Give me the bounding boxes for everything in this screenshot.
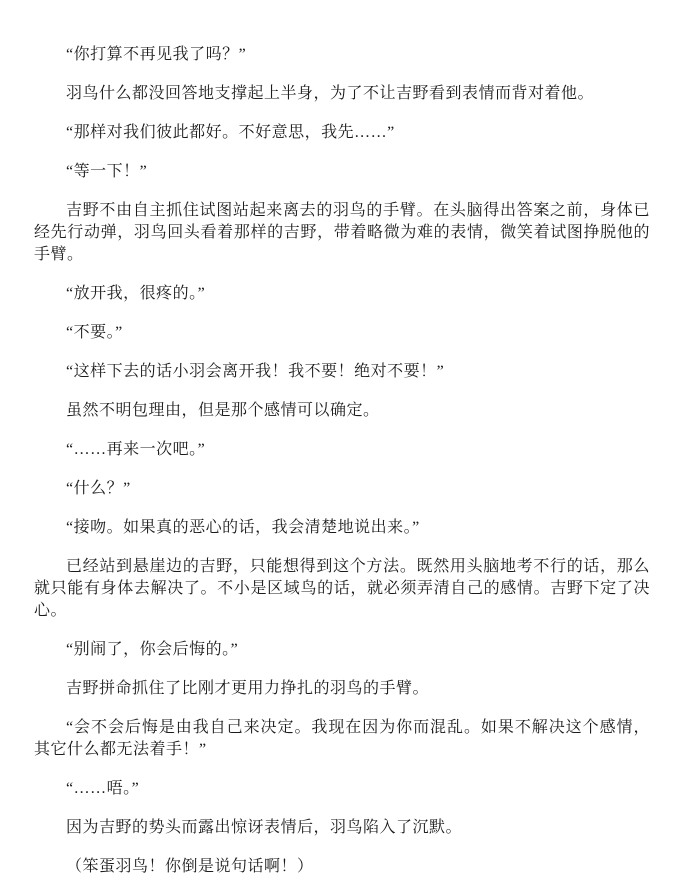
paragraph: “……唔。” bbox=[66, 780, 140, 797]
paragraph: “不要。” bbox=[66, 324, 123, 341]
paragraph: 已经站到悬崖边的吉野，只能想得到这个方法。既然用头脑地考不行的话，那么就只能有身体去解决了。不小是区域鸟的话，就必须弄清自己的感情。吉野下定了决心。 bbox=[34, 558, 650, 619]
paragraph: 虽然不明包理由，但是那个感情可以确定。 bbox=[66, 402, 380, 419]
paragraph: （笨蛋羽鸟！你倒是说句话啊！） bbox=[66, 858, 314, 875]
paragraph: “接吻。如果真的恶心的话，我会清楚地说出来。” bbox=[66, 519, 420, 536]
paragraph: 羽鸟什么都没回答地支撑起上半身，为了不让吉野看到表情而背对着他。 bbox=[66, 85, 595, 102]
paragraph: “……再来一次吧。” bbox=[66, 441, 206, 458]
paragraph: “那样对我们彼此都好。不好意思，我先……” bbox=[66, 124, 395, 141]
paragraph: 吉野不由自主抓住试图站起来离去的羽鸟的手臂。在头脑得出答案之前，身体已经先行动弹，羽鸟回头看着那样的吉野，带着略微为难的表情，微笑着试图挣脱他的手臂。 bbox=[34, 202, 650, 263]
paragraph: “这样下去的话小羽会离开我！我不要！绝对不要！” bbox=[66, 363, 445, 380]
paragraph: “等一下！” bbox=[66, 163, 148, 180]
paragraph: “放开我，很疼的。” bbox=[66, 285, 206, 302]
paragraph: “别闹了，你会后悔的。” bbox=[66, 641, 239, 658]
paragraph: “会不会后悔是由我自己来决定。我现在因为你而混乱。如果不解决这个感情，其它什么都无法着手！” bbox=[34, 719, 650, 758]
paragraph: “你打算不再见我了吗？” bbox=[66, 46, 247, 63]
paragraph: 因为吉野的势头而露出惊讶表情后，羽鸟陷入了沉默。 bbox=[66, 819, 463, 836]
paragraph: 吉野拼命抓住了比刚才更用力挣扎的羽鸟的手臂。 bbox=[66, 680, 430, 697]
paragraph: “什么？” bbox=[66, 480, 131, 497]
